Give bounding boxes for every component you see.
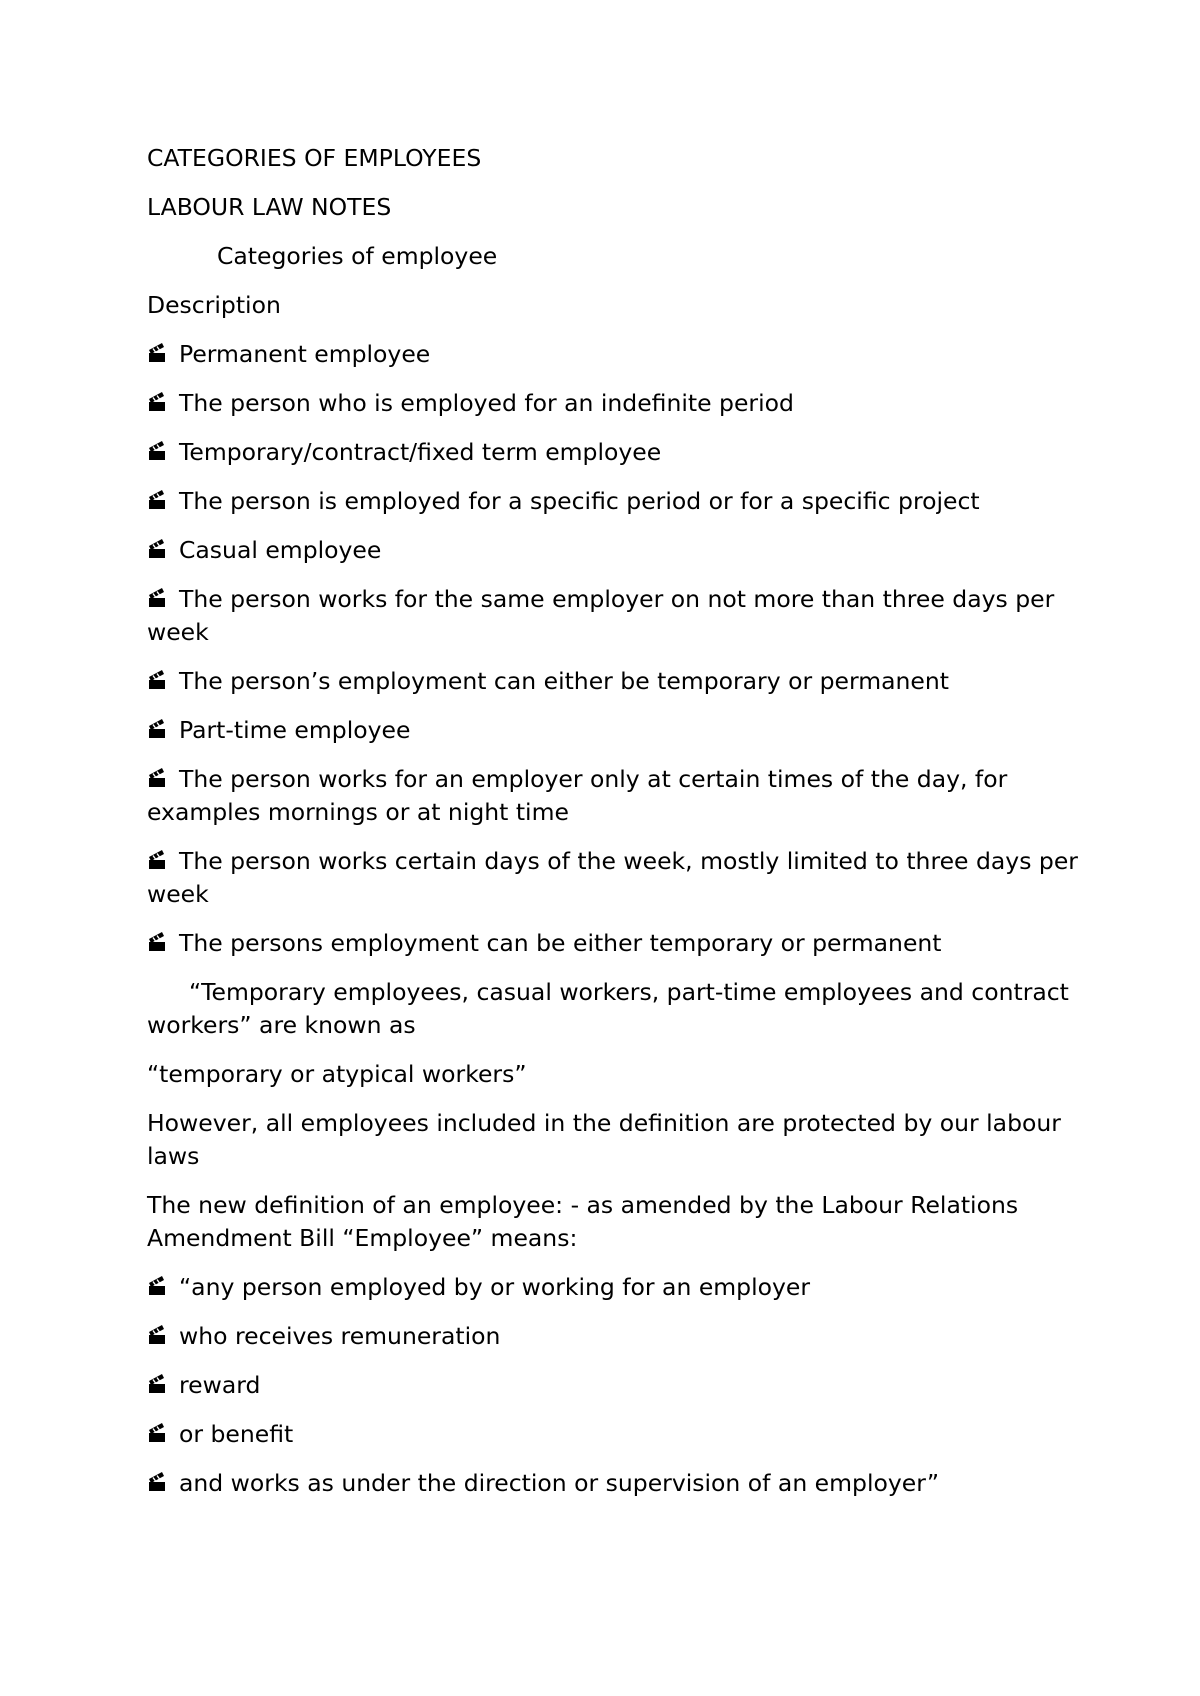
list-item-text: “any person employed by or working for an employer <box>179 1273 811 1301</box>
clapperboard-icon <box>147 1421 167 1445</box>
definition-intro: The new definition of an employee: - as amended by the Labour Relations Amendment Bill “Employee” means: <box>147 1191 1019 1252</box>
quote-paragraph: “Temporary employees, casual workers, part-time employees and contract workers” are known as <box>147 978 1069 1039</box>
however-paragraph: However, all employees included in the definition are protected by our labour laws <box>147 1109 1061 1170</box>
list-item <box>147 1320 1082 1353</box>
list-item <box>147 387 1082 420</box>
section-heading: Categories of employee <box>217 242 498 270</box>
clapperboard-icon <box>147 1323 167 1347</box>
list-item-text: The person who is employed for an indefinite period <box>179 389 794 417</box>
list-item-text: Casual employee <box>179 536 382 564</box>
list-item <box>147 338 1082 371</box>
list-item <box>147 845 1082 911</box>
list-item <box>147 665 1082 698</box>
list-item-text: who receives remuneration <box>179 1322 501 1350</box>
clapperboard-icon <box>147 341 167 365</box>
list-item-text: The persons employment can be either temporary or permanent <box>179 929 942 957</box>
clapperboard-icon <box>147 766 167 790</box>
list-item <box>147 1369 1082 1402</box>
list-item-text: reward <box>179 1371 261 1399</box>
list-item-text: Temporary/contract/fixed term employee <box>179 438 662 466</box>
list-item-text: Part-time employee <box>179 716 411 744</box>
clapperboard-icon <box>147 848 167 872</box>
document-title: CATEGORIES OF EMPLOYEES <box>147 144 482 172</box>
list-item-text: The person works for an employer only at certain times of the day, for examples mornings or at night time <box>147 765 1008 826</box>
clapperboard-icon <box>147 930 167 954</box>
clapperboard-icon <box>147 1470 167 1494</box>
clapperboard-icon <box>147 668 167 692</box>
list-item-text: The person works certain days of the week, mostly limited to three days per week <box>147 847 1078 908</box>
clapperboard-icon <box>147 586 167 610</box>
list-item <box>147 1418 1082 1451</box>
clapperboard-icon <box>147 717 167 741</box>
list-item-text: The person works for the same employer on not more than three days per week <box>147 585 1055 646</box>
description-label: Description <box>147 291 281 319</box>
list-item <box>147 534 1082 567</box>
list-item <box>147 1271 1082 1304</box>
document-subtitle: LABOUR LAW NOTES <box>147 193 392 221</box>
list-item <box>147 583 1082 649</box>
clapperboard-icon <box>147 390 167 414</box>
list-item <box>147 1467 1082 1500</box>
list-item-text: or benefit <box>179 1420 294 1448</box>
employee-definition-list <box>147 1271 1082 1500</box>
quote-term: “temporary or atypical workers” <box>147 1060 527 1088</box>
clapperboard-icon <box>147 488 167 512</box>
clapperboard-icon <box>147 1274 167 1298</box>
list-item <box>147 763 1082 829</box>
list-item-text: The person’s employment can either be temporary or permanent <box>179 667 949 695</box>
list-item-text: Permanent employee <box>179 340 431 368</box>
list-item <box>147 436 1082 469</box>
list-item-text: and works as under the direction or supervision of an employer” <box>179 1469 940 1497</box>
clapperboard-icon <box>147 439 167 463</box>
list-item-text: The person is employed for a specific period or for a specific project <box>179 487 980 515</box>
list-item <box>147 485 1082 518</box>
list-item <box>147 927 1082 960</box>
clapperboard-icon <box>147 1372 167 1396</box>
document-content <box>147 142 1082 1516</box>
clapperboard-icon <box>147 537 167 561</box>
list-item <box>147 714 1082 747</box>
employee-categories-list <box>147 338 1082 960</box>
